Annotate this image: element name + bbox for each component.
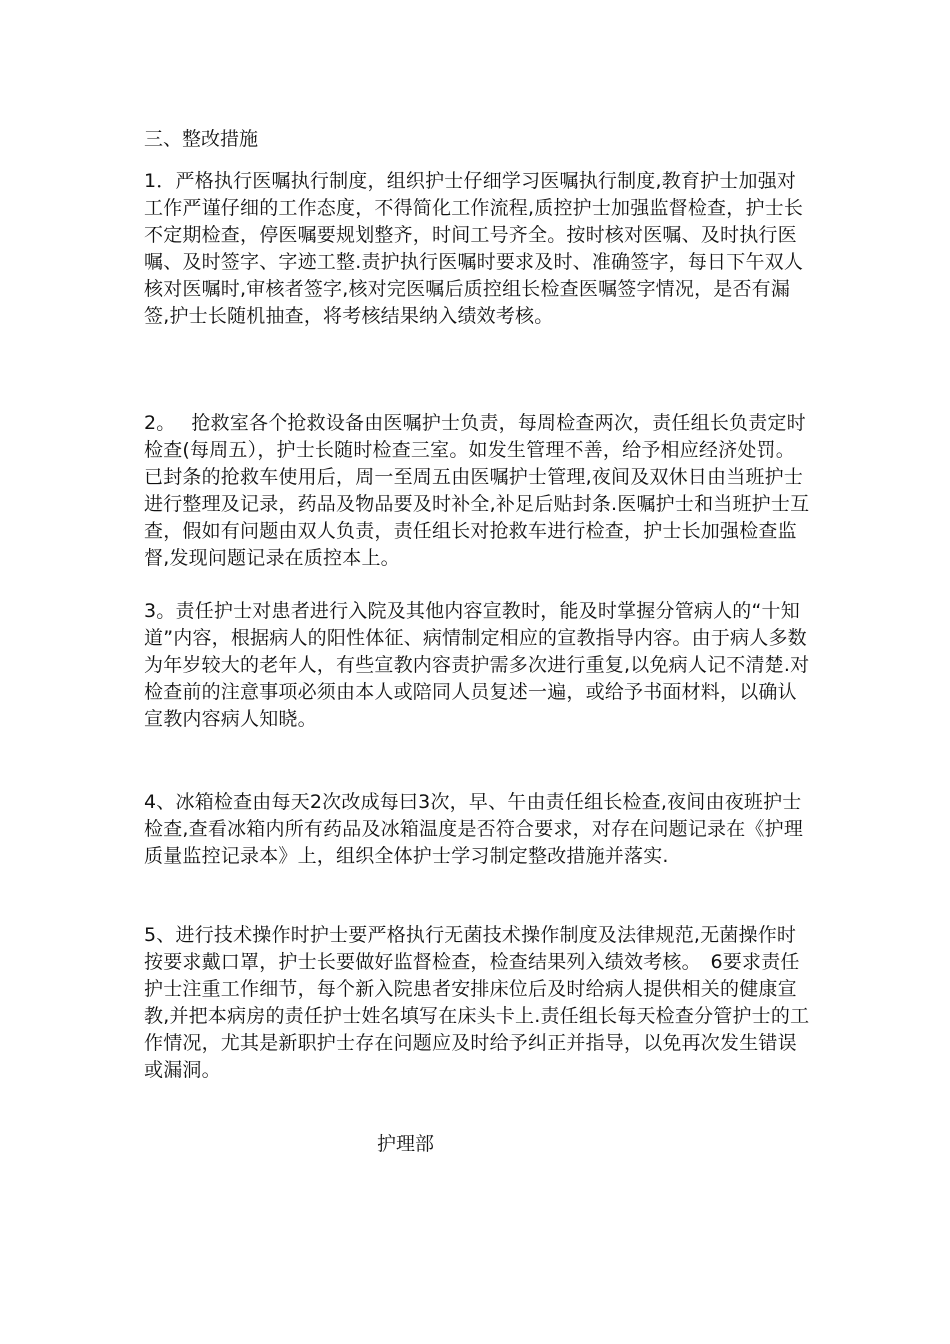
paragraph-1: 1．严格执行医嘱执行制度，组织护士仔细学习医嘱执行制度,教育护士加强对工作严谨仔细的工作态度，不得简化工作流程,质控护士加强监督检查，护士长不定期检查，停医嘱要规划整齐，时间工号齐全。按时核对医嘱、及时执行医嘱、及时签字、字迹工整.责护执行医嘱时要求及时、准确签字，每日下午双人核对医嘱时,审核者签字,核对完医嘱后质控组长检查医嘱签字情况，是否有漏签,护士长随机抽查，将考核结果纳入绩效考核。: [144, 170, 804, 327]
paragraph-2: 2。 抢救室各个抢救设备由医嘱护士负责，每周检查两次，责任组长负责定时检查(每周五），护士长随时检查三室。如发生管理不善，给予相应经济处罚。已封条的抢救车使用后，周一至周五由医嘱护士管理,夜间及双休日由当班护士进行整理及记录，药品及物品要及时补全,补足后贴封条.医嘱护士和当班护士互查，假如有问题由双人负责，责任组长对抢救车进行检查，护士长加强检查监督,发现问题记录在质控本上。: [144, 412, 810, 569]
paragraph-3: 3。责任护士对患者进行入院及其他内容宣教时，能及时掌握分管病人的“十知道”内容，根据病人的阳性体征、病情制定相应的宣教指导内容。由于病人多数为年岁较大的老年人，有些宣教内容责护需多次进行重复,以免病人记不清楚.对检查前的注意事项必须由本人或陪同人员复述一遍，或给予书面材料，以确认宣教内容病人知晓。: [144, 600, 810, 730]
section-heading: 三、整改措施: [144, 128, 259, 150]
signature-department: 护理部: [377, 1133, 435, 1155]
paragraph-5: 5、进行技术操作时护士要严格执行无菌技术操作制度及法律规范,无菌操作时按要求戴口罩，护士长要做好监督检查，检查结果列入绩效考核。 6要求责任护士注重工作细节，每个新入院患者安排床位后及时给病人提供相关的健康宣教,并把本病房的责任护士姓名填写在床头卡上.责任组长每天检查分管护士的工作情况，尤其是新职护士存在问题应及时给予纠正并指导，以免再次发生错误或漏洞。: [144, 924, 810, 1081]
paragraph-4: 4、冰箱检查由每天2次改成每曰3次，早、午由责任组长检查,夜间由夜班护士检查,查看冰箱内所有药品及冰箱温度是否符合要求，对存在问题记录在《护理质量监控记录本》上，组织全体护士学习制定整改措施并落实.: [144, 791, 804, 867]
